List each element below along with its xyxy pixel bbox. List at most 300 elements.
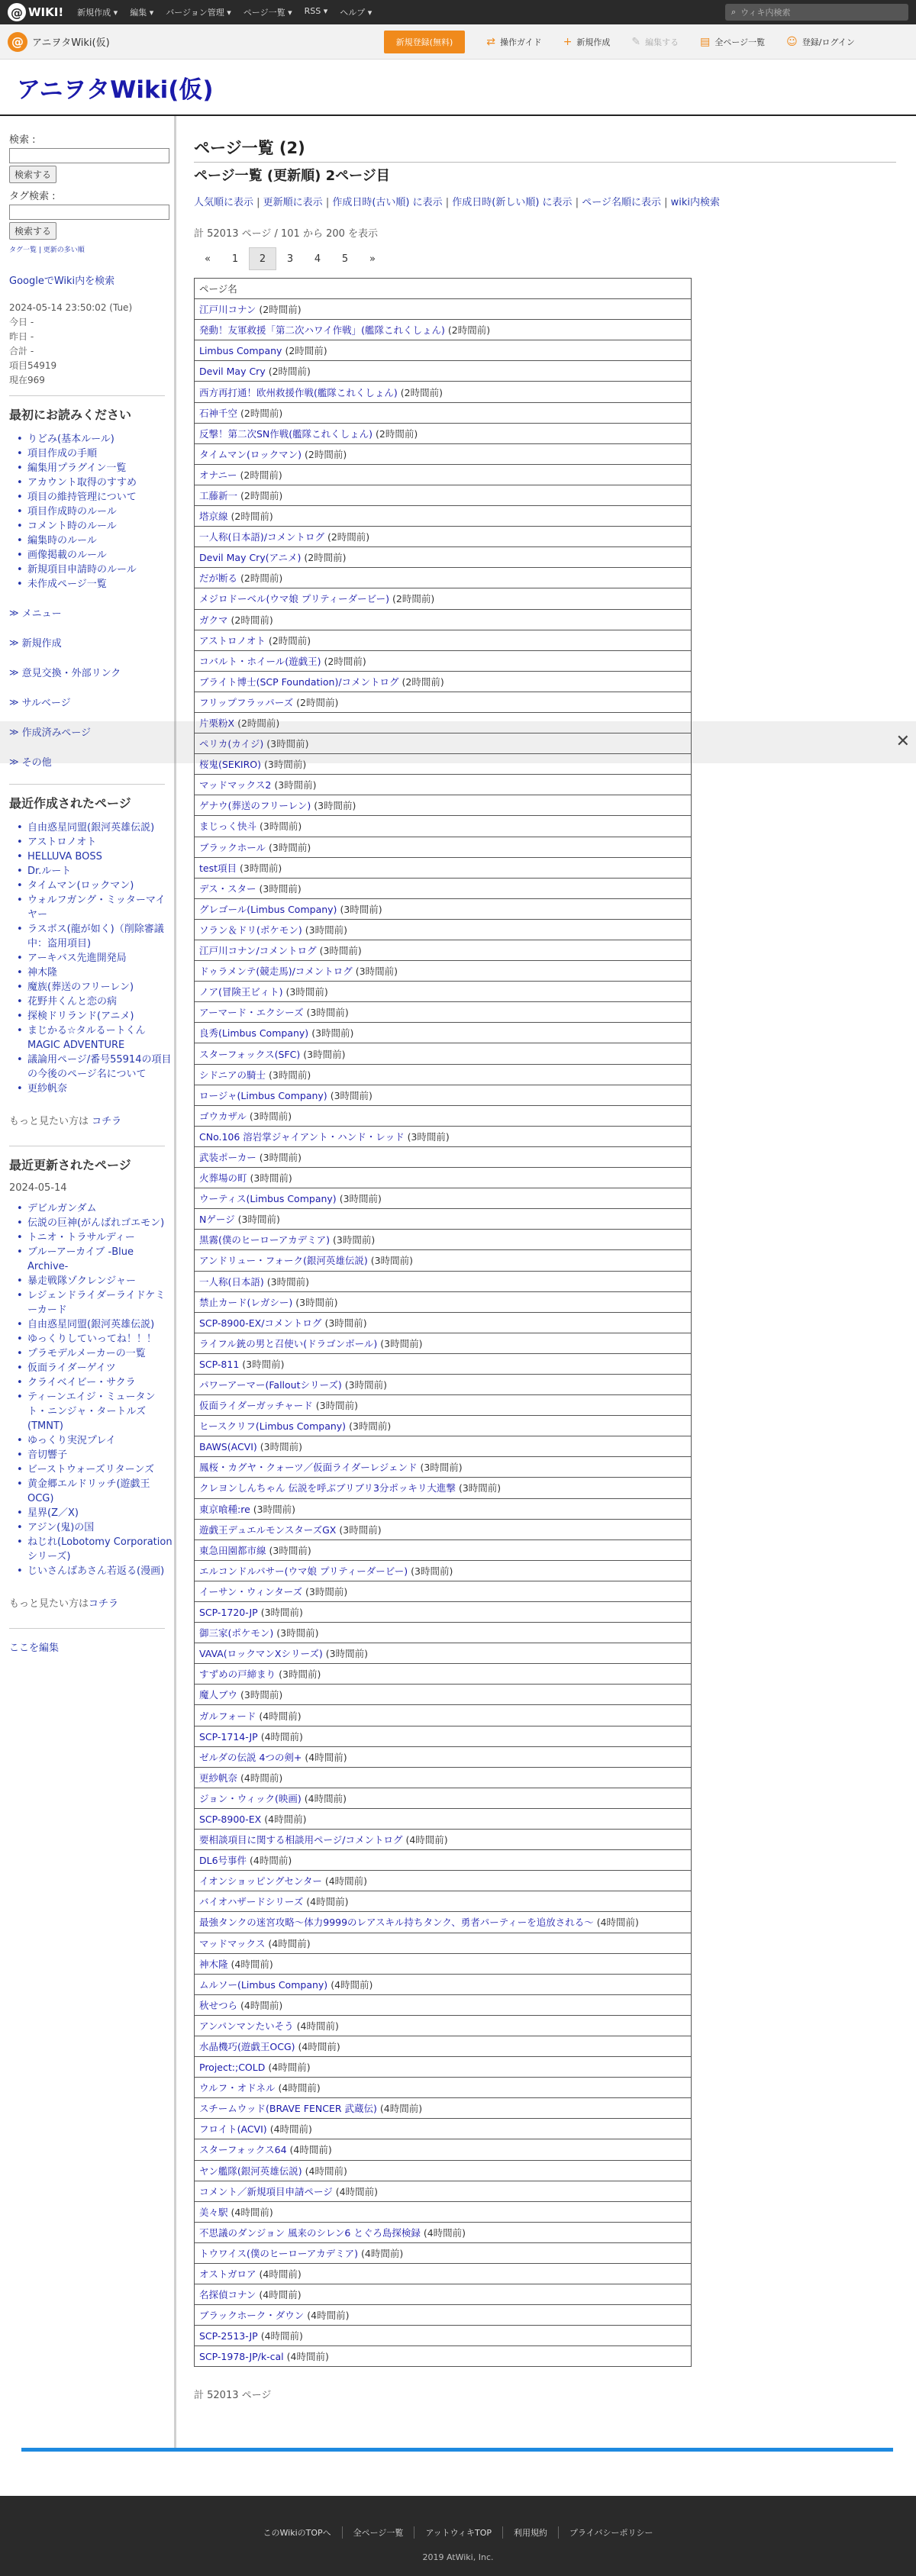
page-link[interactable]: 西方再打通！欧州救援作戦(艦隊これくしょん)	[199, 386, 398, 398]
list-item[interactable]: • 仮面ライダーゲイツ	[17, 1361, 174, 1375]
list-item[interactable]: • 自由惑星同盟(銀河英雄伝説)	[17, 821, 174, 835]
register-button[interactable]: 新規登録(無料)	[384, 31, 466, 53]
page-link[interactable]: 最強タンクの迷宮攻略〜体力9999のレアスキル持ちタンク、勇者パーティーを追放される〜	[199, 1917, 594, 1929]
table-row	[195, 2036, 692, 2056]
table-row	[195, 2078, 692, 2098]
page-age: (2時間前)	[376, 427, 418, 440]
page-cell	[195, 2346, 692, 2367]
page-link[interactable]: DL6号事件	[199, 1855, 247, 1867]
tool-pages[interactable]	[700, 36, 765, 48]
page-cell	[195, 1953, 692, 1974]
page-cell	[195, 1994, 692, 2015]
page-list-table	[194, 278, 692, 2367]
page-link[interactable]: まじっく快斗	[199, 821, 257, 833]
page-button[interactable]: »	[369, 253, 376, 265]
sidebar-section-label: 作成済みページ	[21, 727, 92, 739]
page-link[interactable]: アンパンマンたいそう	[199, 2020, 294, 2032]
page-link[interactable]: Limbus Company	[199, 345, 282, 357]
page-link[interactable]: Devil May Cry(アニメ)	[199, 552, 302, 564]
page-link[interactable]: ブライト博士(SCP Foundation)/コメントログ	[199, 675, 399, 688]
page-link[interactable]: イーサン・ウィンターズ	[199, 1585, 303, 1598]
list-item[interactable]: • 音切響子	[17, 1448, 174, 1462]
list-item[interactable]: • レジェンドライダーライドケミーカード	[17, 1288, 174, 1317]
list-item[interactable]: • 項目作成時のルール	[17, 505, 174, 519]
page-link[interactable]: マッドマックス2	[199, 779, 272, 791]
page-cell	[195, 1209, 692, 1230]
page-link[interactable]: 仮面ライダーガッチャード	[199, 1400, 313, 1412]
page-cell	[195, 402, 692, 423]
page-cell	[195, 1023, 692, 1043]
list-item[interactable]: • ブルーアーカイブ -Blue Archive-	[17, 1245, 174, 1274]
table-row	[195, 1953, 692, 1974]
tool-user[interactable]	[786, 36, 855, 48]
list-item[interactable]: • 暴走戦隊ゾクレンジャー	[17, 1274, 174, 1288]
page-link[interactable]: 桜鬼(SEKIRO)	[199, 759, 261, 771]
wiki-icon: @	[8, 32, 27, 52]
page-age: (3時間前)	[458, 1482, 502, 1494]
list-item[interactable]: • アストロノオト	[17, 835, 174, 850]
page-age: (3時間前)	[259, 882, 302, 895]
list-item[interactable]: • ビーストウォーズリターンズ	[17, 1462, 174, 1477]
page-cell	[195, 423, 692, 443]
page-cell	[195, 961, 692, 982]
page-link[interactable]: SCP-8900-EX	[199, 1813, 262, 1825]
list-item[interactable]: • コメント時のルール	[17, 519, 174, 534]
list-item[interactable]: • Dr.ルート	[17, 864, 174, 879]
page-link[interactable]: SCP-1714-JP	[199, 1730, 258, 1743]
page-link[interactable]: スチームウッド(BRAVE FENCER 武蔵伝)	[199, 2103, 377, 2115]
page-link[interactable]: ブラックホーク・ダウン	[199, 2310, 305, 2322]
list-item[interactable]: • 魔族(葬送のフリーレン)	[17, 980, 174, 995]
tool-label: 全ページ一覧	[714, 37, 766, 47]
sidebar-section[interactable]	[9, 605, 174, 620]
more-created-link[interactable]: コチラ	[92, 1116, 122, 1127]
page-link[interactable]: 武装ポーカー	[199, 1151, 256, 1163]
page-age: (3時間前)	[242, 1358, 285, 1370]
page-link[interactable]: フロイト(ACVI)	[199, 2123, 267, 2136]
page-count-bottom: 計 52013 ページ	[194, 2390, 272, 2402]
page-cell	[195, 878, 692, 898]
sidebar-section[interactable]	[9, 665, 174, 679]
page-link[interactable]: すずめの戸締まり	[199, 1668, 276, 1681]
page-link[interactable]: SCP-1978-JP/k-cal	[199, 2351, 284, 2363]
page-link[interactable]: スターフォックス(SFC)	[199, 1048, 301, 1060]
list-item[interactable]: • 自由惑星同盟(銀河英雄伝説)	[17, 1317, 174, 1332]
page-age: (3時間前)	[240, 862, 282, 874]
stat-line: 現在969	[9, 375, 45, 385]
table-row	[195, 1891, 692, 1912]
wiki-name[interactable]: アニヲタWiki(仮)	[32, 37, 110, 49]
table-row	[195, 423, 692, 443]
list-item[interactable]: • アーキバス先進開発局	[17, 951, 174, 966]
page-link[interactable]: 禁止カード(レガシー)	[199, 1296, 293, 1308]
page-link[interactable]: ライフル銃の男と召使い(ドラゴンボール)	[199, 1337, 378, 1349]
page-link[interactable]: エルコンドルパサー(ウマ娘 プリティーダービー)	[199, 1565, 408, 1577]
page-link[interactable]: 更紗帆奈	[199, 1772, 238, 1784]
page-link[interactable]: CNo.106 溶岩掌ジャイアント・ハンド・レッド	[199, 1130, 405, 1143]
table-row	[195, 485, 692, 505]
sidebar-section[interactable]	[9, 635, 174, 650]
page-link[interactable]: 片栗粉X	[199, 717, 235, 730]
page-link[interactable]: 反撃！第二次SN作戦(艦隊これくしょん)	[199, 427, 373, 440]
table-row	[195, 320, 692, 340]
page-link[interactable]: SCP-8900-EX/コメントログ	[199, 1317, 322, 1329]
at-logo-icon: @	[8, 3, 26, 21]
list-item[interactable]: • 新規項目申請時のルール	[17, 563, 174, 577]
separator: |	[253, 197, 263, 208]
list-item[interactable]: • ラスボス(龍が如く)（削除審議中：盗用項目)	[17, 922, 174, 951]
list-item[interactable]: • 星界(Z／X)	[17, 1506, 174, 1520]
page-link[interactable]: ロージャ(Limbus Company)	[199, 1089, 327, 1101]
list-item[interactable]: • 探検ドリランド(アニメ)	[17, 1009, 174, 1024]
page-age: (3時間前)	[269, 841, 311, 853]
page-age: (3時間前)	[279, 1668, 321, 1681]
page-cell	[195, 2326, 692, 2346]
chevron-right-icon: ≫	[9, 726, 19, 737]
list-item[interactable]: • 項目の維持管理について	[17, 490, 174, 505]
table-row	[195, 340, 692, 361]
page-link[interactable]: ドゥラメンテ(競走馬)/コメントログ	[199, 966, 353, 978]
top-menu-item[interactable]: 新規作成 ▾	[77, 8, 118, 18]
page-cell	[195, 1146, 692, 1167]
tool-plus[interactable]	[563, 36, 611, 48]
page-age: (4時間前)	[298, 2041, 340, 2053]
tag-links[interactable]: タグ一覧 | 更新の多い順	[9, 247, 85, 254]
table-row	[195, 1871, 692, 1891]
page-link[interactable]: 東京喰種:re	[199, 1503, 250, 1515]
page-cell	[195, 1353, 692, 1374]
page-link[interactable]: VAVA(ロックマンXシリーズ)	[199, 1648, 323, 1660]
table-row	[195, 443, 692, 464]
page-link[interactable]: 水晶機巧(遊戯王OCG)	[199, 2041, 295, 2053]
page-age: (3時間前)	[285, 986, 328, 998]
separator: |	[660, 197, 671, 208]
list-item[interactable]: • 項目作成の手順	[17, 447, 174, 461]
page-age: (2時間前)	[447, 324, 491, 337]
sort-link[interactable]: 人気順に表示	[194, 197, 254, 208]
page-link[interactable]: 一人称(日本語)/コメントログ	[199, 531, 324, 543]
page-link[interactable]: ムルソー(Limbus Company)	[199, 1978, 328, 1991]
page-link[interactable]: ノア(冒険王ビィト)	[199, 986, 283, 998]
page-age: (3時間前)	[319, 945, 362, 957]
page-link[interactable]: ウルフ・オドネル	[199, 2082, 276, 2094]
page-cell	[195, 2139, 692, 2160]
page-age: (4時間前)	[240, 1772, 283, 1784]
table-row	[195, 2201, 692, 2222]
page-link[interactable]: トウワイス(僕のヒーローアカデミア)	[199, 2247, 359, 2259]
page-link[interactable]: 江戸川コナン	[199, 304, 256, 316]
page-cell	[195, 1602, 692, 1623]
page-cell	[195, 464, 692, 485]
page-button[interactable]: 2	[249, 247, 276, 270]
page-cell	[195, 1250, 692, 1271]
tool-links	[465, 36, 855, 48]
page-link[interactable]: 不思議のダンジョン 風来のシレン6 とぐろ島探検録	[199, 2226, 421, 2239]
tag-search-button[interactable]: 検索する	[9, 222, 56, 240]
page-link[interactable]: ヤン艦隊(銀河英雄伝説)	[199, 2165, 302, 2177]
page-link[interactable]: 魔人ブウ	[199, 1689, 238, 1701]
table-row	[195, 2305, 692, 2326]
table-row	[195, 2098, 692, 2119]
top-menu-item[interactable]: ヘルプ ▾	[340, 8, 373, 18]
tool-guide[interactable]	[486, 36, 541, 48]
list-item[interactable]: • プラモデルメーカーの一覧	[17, 1346, 174, 1361]
edit-sidebar-link[interactable]: ここを編集	[9, 1643, 60, 1654]
page-link[interactable]: ソラン＆ドリ(ポケモン)	[199, 924, 302, 936]
list-item[interactable]: • 黄金郷エルドリッチ(遊戯王OCG)	[17, 1477, 174, 1506]
sort-link[interactable]: 作成日時(古い順) に表示	[332, 197, 443, 208]
page-link[interactable]: ブラックホール	[199, 841, 266, 853]
page-age: (4時間前)	[250, 1855, 292, 1867]
page-link[interactable]: 遊戯王デュエルモンスターズGX	[199, 1523, 337, 1536]
page-link[interactable]: 名探偵コナン	[199, 2289, 256, 2301]
list-item[interactable]: • アジン(鬼)の国	[17, 1520, 174, 1535]
page-link[interactable]: 一人称(日本語)	[199, 1275, 264, 1288]
page-cell	[195, 1726, 692, 1746]
sidebar-search-input[interactable]	[9, 148, 169, 163]
page-age: (3時間前)	[325, 1648, 368, 1660]
page-age: (4時間前)	[289, 2144, 332, 2156]
page-link[interactable]: イオンショッピングセンター	[199, 1875, 322, 1888]
wiki-search-input[interactable]: ⌕ ウィキ内検索	[725, 4, 908, 21]
sort-link[interactable]: wiki内検索	[670, 197, 721, 208]
page-cell	[195, 898, 692, 919]
page-cell	[195, 1312, 692, 1333]
sidebar-search-button[interactable]: 検索する	[9, 166, 56, 183]
page-cell	[195, 1416, 692, 1436]
page-cell	[195, 2201, 692, 2222]
divider	[9, 1628, 165, 1629]
table-row	[195, 1705, 692, 1726]
page-cell	[195, 1912, 692, 1933]
page-age: (3時間前)	[260, 821, 302, 833]
page-age: (3時間前)	[420, 1462, 463, 1474]
page-link[interactable]: マッドマックス	[199, 1937, 266, 1949]
page-link[interactable]: バイオハザードシリーズ	[199, 1896, 304, 1908]
page-button[interactable]: 3	[286, 253, 294, 265]
page-link[interactable]: アーマード・エクシーズ	[199, 1007, 304, 1019]
footer-link[interactable]: アットウィキTOP	[414, 2526, 502, 2539]
page-cell	[195, 2119, 692, 2139]
page-link[interactable]: 江戸川コナン/コメントログ	[199, 945, 317, 957]
more-created: もっと見たい方は コチラ	[9, 1116, 122, 1127]
sort-link[interactable]: 更新順に表示	[263, 197, 323, 208]
page-link[interactable]: アストロノオト	[199, 634, 266, 646]
list-item[interactable]: • 画像掲載のルール	[17, 548, 174, 563]
page-link[interactable]: コバルト・ホイール(遊戯王)	[199, 655, 321, 667]
list-item[interactable]: • じいさんばあさん若返る(漫画)	[17, 1564, 174, 1578]
table-row	[195, 1064, 692, 1085]
list-item[interactable]: • 神木隆	[17, 966, 174, 980]
page-link[interactable]: 美々駅	[199, 2206, 228, 2218]
table-row	[195, 919, 692, 940]
footer-link[interactable]: このWikiのTOPへ	[263, 2528, 331, 2538]
page-link[interactable]: アンドリュー・フォーク(銀河英雄伝説)	[199, 1255, 368, 1267]
page-cell	[195, 588, 692, 609]
list-item[interactable]: • 議論用ページ/番号55914の項目の今後のページ名について	[17, 1053, 174, 1082]
page-button[interactable]: 1	[231, 253, 239, 265]
list-item[interactable]: • デビルガンダム	[17, 1201, 174, 1216]
top-menu-item[interactable]: バージョン管理 ▾	[166, 8, 231, 18]
page-age: (2時間前)	[392, 593, 435, 605]
page-link[interactable]: ヒースクリフ(Limbus Company)	[199, 1420, 347, 1433]
page-button[interactable]: «	[205, 253, 211, 265]
list-item[interactable]: • まじかる☆タルるートくん MAGIC ADVENTURE	[17, 1024, 174, 1053]
page-link[interactable]: だが断る	[199, 572, 238, 585]
page-link[interactable]: 石神千空	[199, 407, 238, 419]
table-row	[195, 816, 692, 837]
list-item[interactable]: • HELLUVA BOSS	[17, 850, 174, 864]
top-menu-item[interactable]: RSS ▾	[304, 6, 328, 16]
page-link[interactable]: コメント／新規項目申請ページ	[199, 2185, 333, 2197]
page-link[interactable]: SCP-1720-JP	[199, 1607, 258, 1619]
page-cell	[195, 1539, 692, 1560]
top-menu-item[interactable]: ページ一覧 ▾	[243, 8, 292, 18]
footer-link[interactable]: 利用規約	[502, 2526, 558, 2539]
page-age: (2時間前)	[324, 655, 366, 667]
page-link[interactable]: タイムマン(ロックマン)	[199, 448, 302, 460]
page-cell	[195, 506, 692, 527]
list-item[interactable]: • 更紗帆奈	[17, 1082, 174, 1096]
page-link[interactable]: BAWS(ACVI)	[199, 1441, 257, 1453]
sort-link[interactable]: 作成日時(新しい順) に表示	[452, 197, 572, 208]
page-link[interactable]: ゲナウ(葬送のフリーレン)	[199, 800, 311, 812]
atwiki-logo[interactable]: @ WIKI!	[8, 3, 63, 21]
tool-label: 編集する	[645, 37, 679, 47]
page-link[interactable]: 要相談項目に関する相談用ページ/コメントログ	[199, 1834, 403, 1846]
tool-label: 操作ガイド	[500, 37, 542, 47]
tag-search-input[interactable]	[9, 205, 169, 220]
page-button[interactable]: 4	[314, 253, 321, 265]
page-cell	[195, 1560, 692, 1581]
page-age: (3時間前)	[324, 1317, 367, 1329]
page-link[interactable]: 塔京線	[199, 511, 228, 523]
sidebar-section[interactable]	[9, 695, 174, 709]
page-age: (4時間前)	[379, 2103, 423, 2115]
page-link[interactable]: スターフォックス64	[199, 2144, 287, 2156]
sort-link[interactable]: ページ名順に表示	[582, 197, 661, 208]
page-link[interactable]: ゴウカザル	[199, 1110, 247, 1122]
list-item[interactable]: • タイムマン(ロックマン)	[17, 879, 174, 893]
page-link[interactable]: 良秀(Limbus Company)	[199, 1027, 309, 1040]
page-link[interactable]: SCP-2513-JP	[199, 2330, 258, 2342]
page-link[interactable]: ガクマ	[199, 614, 228, 626]
table-row	[195, 382, 692, 402]
page-age: (3時間前)	[314, 800, 356, 812]
list-item[interactable]: • ウォルフガング・ミッターマイヤー	[17, 893, 174, 922]
top-menu-item[interactable]: 編集 ▾	[130, 8, 154, 18]
page-link[interactable]: クレヨンしんちゃん 伝説を呼ぶブリブリ3分ポッキリ大進撃	[199, 1482, 456, 1494]
page-link[interactable]: Project:;COLD	[199, 2062, 266, 2074]
page-link[interactable]: デス・スター	[199, 882, 256, 895]
table-row	[195, 609, 692, 630]
page-cell	[195, 2284, 692, 2305]
table-row	[195, 795, 692, 816]
list-item[interactable]: • 伝説の巨神(がんばれゴエモン)	[17, 1216, 174, 1230]
page-age: (3時間前)	[237, 1214, 280, 1226]
page-link[interactable]: ゼルダの伝説 4つの剣+	[199, 1751, 302, 1763]
page-age: (3時間前)	[344, 1379, 387, 1391]
list-item[interactable]: • トニオ・トラサルディー	[17, 1230, 174, 1245]
footer-link[interactable]: 全ページ一覧	[342, 2526, 414, 2539]
page-link[interactable]: フリップフラッパーズ	[199, 696, 294, 708]
page-link[interactable]: ジョン・ウィック(映画)	[199, 1792, 302, 1804]
page-link[interactable]: 東急田園都市線	[199, 1544, 266, 1556]
page-link[interactable]: ペリカ(カイジ)	[199, 738, 264, 750]
list-item[interactable]: • 編集用プラグイン一覧	[17, 461, 174, 476]
page-link[interactable]: 鳳桜・カグヤ・クォーツ／仮面ライダーレジェンド	[199, 1462, 418, 1474]
list-item[interactable]: • 編集時のルール	[17, 534, 174, 548]
page-link[interactable]: Nゲージ	[199, 1214, 235, 1226]
list-item[interactable]: • ねじれ(Lobotomy Corporationシリーズ)	[17, 1535, 174, 1564]
page-link[interactable]: 神木隆	[199, 1958, 228, 1970]
table-row	[195, 1271, 692, 1291]
page-link[interactable]: メジロドーベル(ウマ娘 プリティーダービー)	[199, 593, 389, 605]
more-updated: もっと見たい方はコチラ	[9, 1598, 119, 1610]
page-link[interactable]: オストガロア	[199, 2268, 256, 2281]
page-cell	[195, 1230, 692, 1250]
list-item[interactable]: • りどみ(基本ルール)	[17, 432, 174, 447]
page-link[interactable]: 黒霧(僕のヒーローアカデミア)	[199, 1234, 331, 1246]
page-cell	[195, 650, 692, 671]
list-item[interactable]: • ゆっくり実況プレイ	[17, 1433, 174, 1448]
page-button[interactable]: 5	[341, 253, 349, 265]
list-item[interactable]: • ティーンエイジ・ミュータント・ニンジャ・タートルズ(TMNT)	[17, 1390, 174, 1433]
page-age: (2時間前)	[268, 366, 311, 378]
page-link[interactable]: ウーティス(Limbus Company)	[199, 1193, 337, 1205]
list-item[interactable]: • 花野井くんと恋の病	[17, 995, 174, 1009]
page-cell	[195, 527, 692, 547]
table-row	[195, 2242, 692, 2263]
more-updated-link[interactable]: コチラ	[89, 1598, 119, 1610]
page-link[interactable]: Devil May Cry	[199, 366, 266, 378]
table-row	[195, 2015, 692, 2036]
first-read-heading: 最初にお読みください	[9, 408, 132, 422]
google-search-link[interactable]: GoogleでWiki内を検索	[9, 276, 115, 287]
page-cell	[195, 1333, 692, 1353]
page-link[interactable]: パワーアーマー(Falloutシリーズ)	[199, 1379, 342, 1391]
table-row	[195, 650, 692, 671]
footer-links	[0, 2496, 916, 2539]
page-age: (2時間前)	[304, 552, 347, 564]
page-link[interactable]: グレゴール(Limbus Company)	[199, 903, 337, 915]
page-cell	[195, 795, 692, 816]
page-link[interactable]: SCP-811	[199, 1358, 240, 1370]
page-link[interactable]: 火葬場の町	[199, 1172, 247, 1185]
page-link[interactable]: オナニー	[199, 469, 237, 481]
table-row	[195, 1519, 692, 1539]
pages-icon: ▤	[700, 35, 711, 48]
page-link[interactable]: 御三家(ポケモン)	[199, 1627, 274, 1639]
page-link[interactable]: 発動！友軍救援「第二次ハワイ作戦」(艦隊これくしょん)	[199, 324, 445, 337]
table-row	[195, 2057, 692, 2078]
footer-link[interactable]: プライバシーポリシー	[558, 2526, 663, 2539]
page-link[interactable]: ガルフォード	[199, 1710, 256, 1722]
list-item[interactable]: • 未作成ページ一覧	[17, 577, 174, 592]
table-row	[195, 1146, 692, 1167]
page-link[interactable]: test項目	[199, 862, 237, 874]
list-item[interactable]: • クライベイビー・サクラ	[17, 1375, 174, 1390]
plus-icon: +	[563, 35, 572, 48]
page-link[interactable]: シドニアの騎士	[199, 1069, 266, 1081]
list-item[interactable]: • ゆっくりしていってね！！！	[17, 1332, 174, 1346]
page-link[interactable]: 秋せつら	[199, 1999, 238, 2011]
page-link[interactable]: 工藤新一	[199, 489, 238, 501]
close-icon[interactable]: ✕	[895, 732, 910, 751]
list-item[interactable]: • アカウント取得のすすめ	[17, 476, 174, 490]
page-age: (4時間前)	[335, 2185, 378, 2197]
table-row	[195, 527, 692, 547]
